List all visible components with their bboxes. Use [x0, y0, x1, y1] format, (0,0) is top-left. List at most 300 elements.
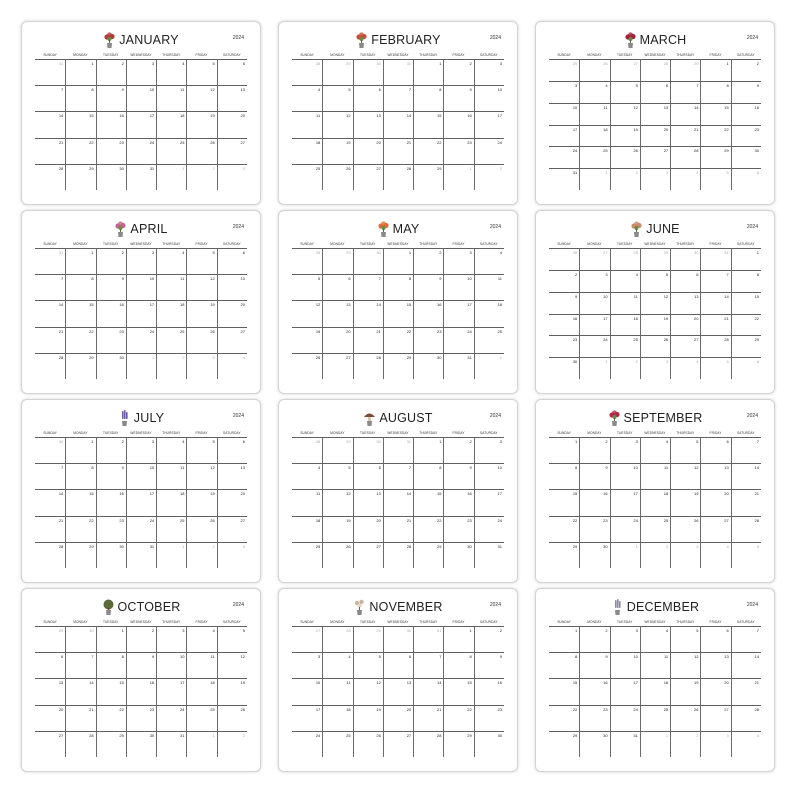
day-cell[interactable]: [35, 300, 65, 326]
day-cell[interactable]: [217, 164, 247, 190]
day-cell[interactable]: [474, 463, 504, 489]
day-cell[interactable]: [549, 314, 579, 336]
day-cell[interactable]: [579, 626, 609, 652]
day-cell[interactable]: [640, 705, 670, 731]
day-cell[interactable]: [65, 437, 95, 463]
day-cell[interactable]: [474, 437, 504, 463]
day-cell[interactable]: [96, 300, 126, 326]
day-cell[interactable]: [322, 111, 352, 137]
day-cell[interactable]: [731, 59, 761, 81]
day-cell[interactable]: [353, 85, 383, 111]
day-cell[interactable]: [353, 542, 383, 568]
day-cell[interactable]: [579, 314, 609, 336]
day-cell[interactable]: [549, 335, 579, 357]
day-cell[interactable]: [35, 678, 65, 704]
day-cell[interactable]: [579, 103, 609, 125]
day-cell[interactable]: [186, 248, 216, 274]
day-cell[interactable]: [700, 146, 730, 168]
day-cell[interactable]: [413, 731, 443, 757]
day-cell[interactable]: [96, 327, 126, 353]
day-cell[interactable]: [731, 463, 761, 489]
day-cell[interactable]: [126, 731, 156, 757]
day-cell[interactable]: [353, 626, 383, 652]
day-cell[interactable]: [96, 353, 126, 379]
day-cell[interactable]: [700, 652, 730, 678]
day-cell[interactable]: [65, 463, 95, 489]
day-cell[interactable]: [186, 111, 216, 137]
day-cell[interactable]: [353, 111, 383, 137]
day-cell[interactable]: [126, 678, 156, 704]
day-cell[interactable]: [383, 463, 413, 489]
day-cell[interactable]: [156, 327, 186, 353]
day-cell[interactable]: [700, 292, 730, 314]
day-cell[interactable]: [156, 59, 186, 85]
day-cell[interactable]: [322, 437, 352, 463]
day-cell[interactable]: [731, 314, 761, 336]
day-cell[interactable]: [292, 652, 322, 678]
day-cell[interactable]: [474, 85, 504, 111]
day-cell[interactable]: [640, 357, 670, 379]
day-cell[interactable]: [413, 274, 443, 300]
day-cell[interactable]: [474, 300, 504, 326]
day-cell[interactable]: [96, 731, 126, 757]
day-cell[interactable]: [353, 705, 383, 731]
day-cell[interactable]: [579, 678, 609, 704]
day-cell[interactable]: [126, 437, 156, 463]
day-cell[interactable]: [731, 292, 761, 314]
day-cell[interactable]: [640, 248, 670, 270]
day-cell[interactable]: [35, 248, 65, 274]
day-cell[interactable]: [700, 626, 730, 652]
day-cell[interactable]: [549, 463, 579, 489]
day-cell[interactable]: [443, 705, 473, 731]
day-cell[interactable]: [670, 314, 700, 336]
day-cell[interactable]: [217, 652, 247, 678]
day-cell[interactable]: [670, 248, 700, 270]
day-cell[interactable]: [731, 678, 761, 704]
day-cell[interactable]: [65, 489, 95, 515]
day-cell[interactable]: [610, 335, 640, 357]
day-cell[interactable]: [292, 138, 322, 164]
day-cell[interactable]: [413, 111, 443, 137]
day-cell[interactable]: [96, 542, 126, 568]
day-cell[interactable]: [579, 463, 609, 489]
day-cell[interactable]: [383, 489, 413, 515]
day-cell[interactable]: [640, 437, 670, 463]
day-cell[interactable]: [413, 300, 443, 326]
day-cell[interactable]: [156, 626, 186, 652]
day-cell[interactable]: [322, 731, 352, 757]
day-cell[interactable]: [217, 274, 247, 300]
day-cell[interactable]: [353, 678, 383, 704]
day-cell[interactable]: [474, 59, 504, 85]
day-cell[interactable]: [353, 164, 383, 190]
day-cell[interactable]: [292, 274, 322, 300]
day-cell[interactable]: [700, 437, 730, 463]
day-cell[interactable]: [549, 489, 579, 515]
day-cell[interactable]: [383, 59, 413, 85]
day-cell[interactable]: [670, 678, 700, 704]
day-cell[interactable]: [156, 705, 186, 731]
day-cell[interactable]: [186, 164, 216, 190]
day-cell[interactable]: [579, 248, 609, 270]
day-cell[interactable]: [322, 85, 352, 111]
day-cell[interactable]: [579, 437, 609, 463]
day-cell[interactable]: [474, 111, 504, 137]
day-cell[interactable]: [156, 542, 186, 568]
day-cell[interactable]: [640, 59, 670, 81]
day-cell[interactable]: [292, 59, 322, 85]
day-cell[interactable]: [549, 357, 579, 379]
day-cell[interactable]: [96, 138, 126, 164]
day-cell[interactable]: [443, 274, 473, 300]
day-cell[interactable]: [126, 248, 156, 274]
day-cell[interactable]: [96, 85, 126, 111]
day-cell[interactable]: [65, 111, 95, 137]
day-cell[interactable]: [292, 731, 322, 757]
day-cell[interactable]: [731, 516, 761, 542]
day-cell[interactable]: [670, 81, 700, 103]
day-cell[interactable]: [413, 353, 443, 379]
day-cell[interactable]: [413, 626, 443, 652]
day-cell[interactable]: [549, 168, 579, 190]
day-cell[interactable]: [413, 542, 443, 568]
day-cell[interactable]: [383, 626, 413, 652]
day-cell[interactable]: [700, 81, 730, 103]
day-cell[interactable]: [731, 103, 761, 125]
day-cell[interactable]: [731, 437, 761, 463]
day-cell[interactable]: [443, 678, 473, 704]
day-cell[interactable]: [413, 138, 443, 164]
day-cell[interactable]: [126, 138, 156, 164]
day-cell[interactable]: [670, 357, 700, 379]
day-cell[interactable]: [156, 164, 186, 190]
day-cell[interactable]: [186, 353, 216, 379]
day-cell[interactable]: [353, 652, 383, 678]
day-cell[interactable]: [700, 516, 730, 542]
day-cell[interactable]: [383, 353, 413, 379]
day-cell[interactable]: [610, 357, 640, 379]
day-cell[interactable]: [731, 489, 761, 515]
day-cell[interactable]: [670, 292, 700, 314]
day-cell[interactable]: [579, 125, 609, 147]
day-cell[interactable]: [217, 327, 247, 353]
day-cell[interactable]: [549, 652, 579, 678]
day-cell[interactable]: [443, 437, 473, 463]
day-cell[interactable]: [731, 248, 761, 270]
day-cell[interactable]: [353, 138, 383, 164]
day-cell[interactable]: [35, 85, 65, 111]
day-cell[interactable]: [474, 652, 504, 678]
day-cell[interactable]: [731, 146, 761, 168]
day-cell[interactable]: [700, 314, 730, 336]
day-cell[interactable]: [731, 270, 761, 292]
day-cell[interactable]: [322, 489, 352, 515]
day-cell[interactable]: [640, 270, 670, 292]
day-cell[interactable]: [217, 111, 247, 137]
day-cell[interactable]: [443, 489, 473, 515]
day-cell[interactable]: [292, 678, 322, 704]
day-cell[interactable]: [610, 81, 640, 103]
day-cell[interactable]: [186, 678, 216, 704]
day-cell[interactable]: [35, 274, 65, 300]
day-cell[interactable]: [413, 437, 443, 463]
day-cell[interactable]: [322, 59, 352, 85]
day-cell[interactable]: [474, 542, 504, 568]
day-cell[interactable]: [217, 138, 247, 164]
day-cell[interactable]: [383, 652, 413, 678]
day-cell[interactable]: [217, 59, 247, 85]
day-cell[interactable]: [670, 270, 700, 292]
day-cell[interactable]: [96, 626, 126, 652]
day-cell[interactable]: [186, 437, 216, 463]
day-cell[interactable]: [217, 85, 247, 111]
day-cell[interactable]: [413, 705, 443, 731]
day-cell[interactable]: [610, 652, 640, 678]
day-cell[interactable]: [640, 542, 670, 568]
day-cell[interactable]: [65, 85, 95, 111]
day-cell[interactable]: [670, 652, 700, 678]
day-cell[interactable]: [292, 463, 322, 489]
day-cell[interactable]: [413, 59, 443, 85]
day-cell[interactable]: [700, 248, 730, 270]
day-cell[interactable]: [731, 705, 761, 731]
day-cell[interactable]: [353, 274, 383, 300]
day-cell[interactable]: [217, 248, 247, 274]
day-cell[interactable]: [65, 274, 95, 300]
day-cell[interactable]: [322, 248, 352, 274]
day-cell[interactable]: [670, 125, 700, 147]
day-cell[interactable]: [217, 542, 247, 568]
day-cell[interactable]: [640, 168, 670, 190]
day-cell[interactable]: [322, 138, 352, 164]
day-cell[interactable]: [443, 138, 473, 164]
day-cell[interactable]: [156, 489, 186, 515]
day-cell[interactable]: [322, 327, 352, 353]
day-cell[interactable]: [549, 292, 579, 314]
day-cell[interactable]: [292, 626, 322, 652]
day-cell[interactable]: [65, 164, 95, 190]
day-cell[interactable]: [35, 463, 65, 489]
day-cell[interactable]: [292, 300, 322, 326]
day-cell[interactable]: [96, 652, 126, 678]
day-cell[interactable]: [610, 731, 640, 757]
day-cell[interactable]: [731, 731, 761, 757]
day-cell[interactable]: [353, 437, 383, 463]
day-cell[interactable]: [549, 731, 579, 757]
day-cell[interactable]: [217, 678, 247, 704]
day-cell[interactable]: [186, 652, 216, 678]
day-cell[interactable]: [549, 542, 579, 568]
day-cell[interactable]: [35, 705, 65, 731]
day-cell[interactable]: [322, 516, 352, 542]
day-cell[interactable]: [700, 59, 730, 81]
day-cell[interactable]: [35, 327, 65, 353]
day-cell[interactable]: [474, 164, 504, 190]
day-cell[interactable]: [610, 489, 640, 515]
day-cell[interactable]: [700, 168, 730, 190]
day-cell[interactable]: [65, 59, 95, 85]
day-cell[interactable]: [96, 164, 126, 190]
day-cell[interactable]: [96, 437, 126, 463]
day-cell[interactable]: [579, 516, 609, 542]
day-cell[interactable]: [96, 678, 126, 704]
day-cell[interactable]: [217, 626, 247, 652]
day-cell[interactable]: [700, 463, 730, 489]
day-cell[interactable]: [126, 164, 156, 190]
day-cell[interactable]: [549, 678, 579, 704]
day-cell[interactable]: [579, 731, 609, 757]
day-cell[interactable]: [353, 463, 383, 489]
day-cell[interactable]: [700, 335, 730, 357]
day-cell[interactable]: [443, 59, 473, 85]
day-cell[interactable]: [217, 516, 247, 542]
day-cell[interactable]: [217, 437, 247, 463]
day-cell[interactable]: [443, 164, 473, 190]
day-cell[interactable]: [96, 248, 126, 274]
day-cell[interactable]: [670, 168, 700, 190]
day-cell[interactable]: [292, 164, 322, 190]
day-cell[interactable]: [156, 678, 186, 704]
day-cell[interactable]: [65, 300, 95, 326]
day-cell[interactable]: [731, 81, 761, 103]
day-cell[interactable]: [126, 85, 156, 111]
day-cell[interactable]: [474, 678, 504, 704]
day-cell[interactable]: [610, 146, 640, 168]
day-cell[interactable]: [156, 138, 186, 164]
day-cell[interactable]: [383, 327, 413, 353]
day-cell[interactable]: [96, 516, 126, 542]
day-cell[interactable]: [383, 85, 413, 111]
day-cell[interactable]: [322, 300, 352, 326]
day-cell[interactable]: [126, 274, 156, 300]
day-cell[interactable]: [670, 103, 700, 125]
day-cell[interactable]: [579, 542, 609, 568]
day-cell[interactable]: [670, 626, 700, 652]
day-cell[interactable]: [65, 678, 95, 704]
day-cell[interactable]: [413, 516, 443, 542]
day-cell[interactable]: [610, 168, 640, 190]
day-cell[interactable]: [670, 437, 700, 463]
day-cell[interactable]: [610, 248, 640, 270]
day-cell[interactable]: [126, 59, 156, 85]
day-cell[interactable]: [322, 274, 352, 300]
day-cell[interactable]: [670, 542, 700, 568]
day-cell[interactable]: [670, 731, 700, 757]
day-cell[interactable]: [640, 335, 670, 357]
day-cell[interactable]: [731, 652, 761, 678]
day-cell[interactable]: [700, 678, 730, 704]
day-cell[interactable]: [549, 437, 579, 463]
day-cell[interactable]: [413, 85, 443, 111]
day-cell[interactable]: [700, 542, 730, 568]
day-cell[interactable]: [217, 353, 247, 379]
day-cell[interactable]: [96, 111, 126, 137]
day-cell[interactable]: [640, 652, 670, 678]
day-cell[interactable]: [126, 327, 156, 353]
day-cell[interactable]: [65, 353, 95, 379]
day-cell[interactable]: [549, 516, 579, 542]
day-cell[interactable]: [413, 248, 443, 274]
day-cell[interactable]: [443, 463, 473, 489]
day-cell[interactable]: [610, 705, 640, 731]
day-cell[interactable]: [65, 652, 95, 678]
day-cell[interactable]: [217, 731, 247, 757]
day-cell[interactable]: [353, 489, 383, 515]
day-cell[interactable]: [156, 516, 186, 542]
day-cell[interactable]: [579, 705, 609, 731]
day-cell[interactable]: [383, 274, 413, 300]
day-cell[interactable]: [217, 489, 247, 515]
day-cell[interactable]: [353, 327, 383, 353]
day-cell[interactable]: [610, 626, 640, 652]
day-cell[interactable]: [474, 705, 504, 731]
day-cell[interactable]: [640, 516, 670, 542]
day-cell[interactable]: [96, 463, 126, 489]
day-cell[interactable]: [579, 489, 609, 515]
day-cell[interactable]: [640, 125, 670, 147]
day-cell[interactable]: [579, 270, 609, 292]
day-cell[interactable]: [731, 357, 761, 379]
day-cell[interactable]: [35, 516, 65, 542]
day-cell[interactable]: [670, 516, 700, 542]
day-cell[interactable]: [670, 59, 700, 81]
day-cell[interactable]: [156, 731, 186, 757]
day-cell[interactable]: [579, 59, 609, 81]
day-cell[interactable]: [549, 146, 579, 168]
day-cell[interactable]: [217, 463, 247, 489]
day-cell[interactable]: [610, 437, 640, 463]
day-cell[interactable]: [610, 270, 640, 292]
day-cell[interactable]: [549, 125, 579, 147]
day-cell[interactable]: [35, 437, 65, 463]
day-cell[interactable]: [35, 626, 65, 652]
day-cell[interactable]: [126, 516, 156, 542]
day-cell[interactable]: [186, 59, 216, 85]
day-cell[interactable]: [731, 335, 761, 357]
day-cell[interactable]: [186, 300, 216, 326]
day-cell[interactable]: [443, 85, 473, 111]
day-cell[interactable]: [474, 516, 504, 542]
day-cell[interactable]: [474, 353, 504, 379]
day-cell[interactable]: [383, 111, 413, 137]
day-cell[interactable]: [443, 542, 473, 568]
day-cell[interactable]: [549, 248, 579, 270]
day-cell[interactable]: [474, 731, 504, 757]
day-cell[interactable]: [413, 164, 443, 190]
day-cell[interactable]: [670, 463, 700, 489]
day-cell[interactable]: [186, 489, 216, 515]
day-cell[interactable]: [292, 353, 322, 379]
day-cell[interactable]: [700, 103, 730, 125]
day-cell[interactable]: [610, 542, 640, 568]
day-cell[interactable]: [186, 542, 216, 568]
day-cell[interactable]: [443, 327, 473, 353]
day-cell[interactable]: [126, 300, 156, 326]
day-cell[interactable]: [35, 652, 65, 678]
day-cell[interactable]: [549, 81, 579, 103]
day-cell[interactable]: [186, 626, 216, 652]
day-cell[interactable]: [156, 463, 186, 489]
day-cell[interactable]: [292, 542, 322, 568]
day-cell[interactable]: [65, 705, 95, 731]
day-cell[interactable]: [579, 146, 609, 168]
day-cell[interactable]: [610, 678, 640, 704]
day-cell[interactable]: [292, 111, 322, 137]
day-cell[interactable]: [186, 274, 216, 300]
day-cell[interactable]: [443, 353, 473, 379]
day-cell[interactable]: [549, 270, 579, 292]
